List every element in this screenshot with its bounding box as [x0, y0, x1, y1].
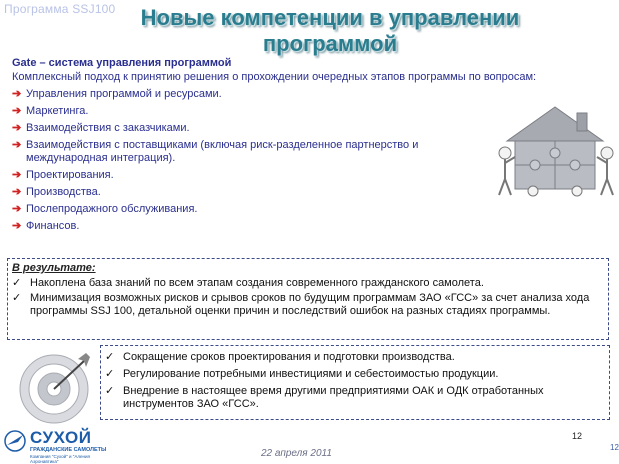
list-item: ➔ Взаимодействия с заказчиками. — [12, 122, 190, 134]
result-heading: В результате: — [12, 262, 96, 274]
gate-intro: Комплексный подход к принятию решения о прохождении очередных этапов программы по вопросам: — [12, 71, 537, 83]
effects-list — [105, 351, 605, 415]
list-item: ➔ Маркетинга. — [12, 105, 89, 117]
arrow-bullet-icon: ➔ — [12, 122, 22, 134]
slide-title: Новые компетенции в управлении программой — [140, 5, 520, 56]
list-item: ✓ Минимизация возможных рисков и срывов сроков по будущим программам ЗАО «ГСС» за счет анализа хода программы SSJ 100, детальной оценки причин и последствий ошибок на разных стадиях программы. — [12, 292, 590, 317]
sukhoi-logo — [4, 428, 109, 462]
edge-page-number: 12 — [610, 443, 619, 452]
target-arrow-illustration — [14, 347, 94, 427]
result-panel — [7, 258, 609, 340]
check-icon: ✓ — [105, 368, 115, 380]
list-item: ➔ Проектирования. — [12, 169, 114, 181]
check-icon: ✓ — [12, 277, 22, 289]
list-item: ✓ Накоплена база знаний по всем этапам создания современного гражданского самолета. — [12, 277, 484, 289]
arrow-bullet-icon: ➔ — [12, 169, 22, 181]
list-item: ➔ Взаимодействия с поставщиками (включая риск-разделенное партнерство и международная интеграция). — [12, 139, 419, 164]
check-icon: ✓ — [105, 351, 115, 363]
brand-name: СУХОЙ — [30, 428, 92, 447]
arrow-bullet-icon: ➔ — [12, 203, 22, 215]
gate-heading: Gate – система управления программой — [12, 57, 232, 69]
program-watermark: Программа SSJ100 — [4, 2, 116, 16]
list-item: ✓ Регулирование потребными инвестициями и себестоимостью продукции. — [105, 368, 499, 380]
effects-panel — [100, 345, 610, 420]
list-item: ➔ Управления программой и ресурсами. — [12, 88, 222, 100]
list-item: ➔ Послепродажного обслуживания. — [12, 203, 198, 215]
arrow-bullet-icon: ➔ — [12, 186, 22, 198]
brand-subtitle: ГРАЖДАНСКИЕ САМОЛЕТЫ — [30, 447, 107, 453]
gate-topic-list — [12, 88, 502, 237]
check-icon: ✓ — [105, 385, 115, 397]
arrow-bullet-icon: ➔ — [12, 88, 22, 100]
arrow-bullet-icon: ➔ — [12, 220, 22, 232]
puzzle-house-illustration — [493, 101, 618, 201]
result-list — [12, 277, 602, 320]
list-item: ➔ Производства. — [12, 186, 101, 198]
list-item: ✓ Внедрение в настоящее время другими предприятиями ОАК и ОДК отработанных инструментов ЗАО «ГСС». — [105, 385, 544, 410]
list-item: ➔ Финансов. — [12, 220, 80, 232]
page-number: 12 — [572, 431, 583, 441]
arrow-bullet-icon: ➔ — [12, 105, 22, 117]
list-item: ✓ Сокращение сроков проектирования и подготовки производства. — [105, 351, 455, 363]
sukhoi-logo-mark — [4, 430, 26, 452]
brand-caption: Компания "Сухой" и "Аления Аэронавтика" — [30, 454, 90, 464]
arrow-bullet-icon: ➔ — [12, 139, 22, 151]
check-icon: ✓ — [12, 292, 22, 304]
slide-date: 22 апреля 2011 — [261, 448, 332, 459]
